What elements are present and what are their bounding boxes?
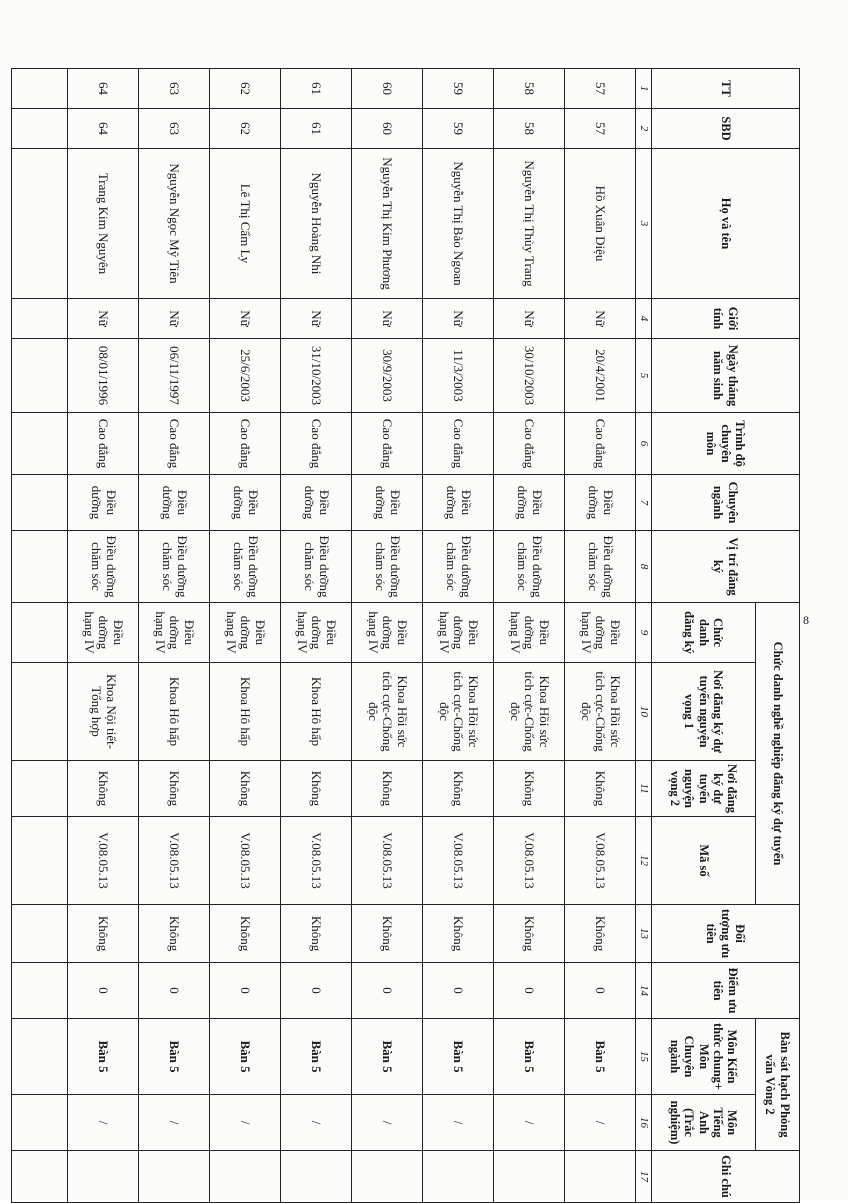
- column-number: 13: [636, 905, 652, 963]
- column-number: 5: [636, 339, 652, 413]
- cell-sbd: 58: [494, 109, 565, 149]
- header-exam-subject: Môn Kiến thức chung+ Môn Chuyên ngành: [652, 1019, 756, 1095]
- cell-tt: 57: [565, 69, 636, 109]
- cell-tt: 63: [139, 69, 210, 109]
- column-number: 9: [636, 603, 652, 663]
- cell-english: /: [494, 1095, 565, 1151]
- header-sbd: SBD: [652, 109, 800, 149]
- cell-sbd: 57: [565, 109, 636, 149]
- cell-place1: Khoa Nội tiết-Tổng hợp: [68, 663, 139, 761]
- cell-qualification: Cao đẳng: [281, 413, 352, 475]
- empty-cell: [12, 69, 68, 109]
- cell-title: Điều dưỡng hạng IV: [281, 603, 352, 663]
- cell-code: V.08.05.13: [139, 817, 210, 905]
- empty-cell: [12, 1151, 68, 1203]
- cell-dob: 30/10/2003: [494, 339, 565, 413]
- cell-place1: Khoa Hồi sức tích cực-Chống độc: [565, 663, 636, 761]
- column-number: 17: [636, 1151, 652, 1203]
- cell-gender: Nữ: [281, 299, 352, 339]
- cell-priority-object: Không: [423, 905, 494, 963]
- table-row: [210, 69, 281, 1203]
- cell-place2: Không: [210, 761, 281, 817]
- column-number: 2: [636, 109, 652, 149]
- cell-qualification: Cao đẳng: [423, 413, 494, 475]
- cell-tt: 60: [352, 69, 423, 109]
- empty-cell: [12, 963, 68, 1019]
- header-dob: Ngày tháng năm sinh: [652, 339, 800, 413]
- cell-note: [281, 1151, 352, 1203]
- cell-english: /: [68, 1095, 139, 1151]
- empty-cell: [12, 149, 68, 299]
- table-row: [68, 69, 139, 1203]
- cell-qualification: Cao đẳng: [352, 413, 423, 475]
- cell-gender: Nữ: [352, 299, 423, 339]
- cell-position: Điều dưỡng chăm sóc: [352, 531, 423, 603]
- cell-note: [352, 1151, 423, 1203]
- column-number: 12: [636, 817, 652, 905]
- column-number: 14: [636, 963, 652, 1019]
- cell-place1: Khoa Hồi sức tích cực-Chống độc: [494, 663, 565, 761]
- header-english: Môn Tiếng Anh (Trắc nghiệm): [652, 1095, 756, 1151]
- column-number: 11: [636, 761, 652, 817]
- header-major: Chuyên ngành: [652, 475, 800, 531]
- cell-title: Điều dưỡng hạng IV: [68, 603, 139, 663]
- cell-dob: 31/10/2003: [281, 339, 352, 413]
- empty-cell: [12, 663, 68, 761]
- cell-place1: Khoa Hô hấp: [210, 663, 281, 761]
- cell-tt: 64: [68, 69, 139, 109]
- cell-dob: 20/4/2001: [565, 339, 636, 413]
- cell-qualification: Cao đẳng: [565, 413, 636, 475]
- column-number: 16: [636, 1095, 652, 1151]
- cell-place2: Không: [281, 761, 352, 817]
- column-number: 10: [636, 663, 652, 761]
- header-tt: TT: [652, 69, 800, 109]
- column-number: 8: [636, 531, 652, 603]
- cell-title: Điều dưỡng hạng IV: [139, 603, 210, 663]
- cell-position: Điều dưỡng chăm sóc: [565, 531, 636, 603]
- cell-dob: 25/6/2003: [210, 339, 281, 413]
- empty-cell: [12, 475, 68, 531]
- cell-position: Điều dưỡng chăm sóc: [139, 531, 210, 603]
- cell-qualification: Cao đẳng: [68, 413, 139, 475]
- cell-title: Điều dưỡng hạng IV: [565, 603, 636, 663]
- cell-priority-points: 0: [423, 963, 494, 1019]
- cell-major: Điều dưỡng: [352, 475, 423, 531]
- cell-sbd: 60: [352, 109, 423, 149]
- table-row: [139, 69, 210, 1203]
- cell-place1: Khoa Hồi sức tích cực-Chống độc: [352, 663, 423, 761]
- cell-code: V.08.05.13: [423, 817, 494, 905]
- cell-priority-points: 0: [565, 963, 636, 1019]
- cell-position: Điều dưỡng chăm sóc: [494, 531, 565, 603]
- cell-title: Điều dưỡng hạng IV: [352, 603, 423, 663]
- header-priority-object: Đối tượng ưu tiên: [652, 905, 800, 963]
- cell-priority-points: 0: [494, 963, 565, 1019]
- empty-cell: [12, 299, 68, 339]
- cell-position: Điều dưỡng chăm sóc: [423, 531, 494, 603]
- empty-cell: [12, 603, 68, 663]
- cell-english: /: [139, 1095, 210, 1151]
- cell-name: Nguyễn Thị Kim Phương: [352, 149, 423, 299]
- cell-title: Điều dưỡng hạng IV: [494, 603, 565, 663]
- header-exam-group: Bàn sát hạch Phỏng vấn Vòng 2: [756, 1019, 800, 1151]
- cell-place2: Không: [352, 761, 423, 817]
- cell-major: Điều dưỡng: [423, 475, 494, 531]
- cell-priority-object: Không: [68, 905, 139, 963]
- cell-position: Điều dưỡng chăm sóc: [210, 531, 281, 603]
- cell-qualification: Cao đẳng: [210, 413, 281, 475]
- cell-gender: Nữ: [210, 299, 281, 339]
- cell-name: Trang Kim Nguyên: [68, 149, 139, 299]
- cell-name: Nguyễn Thị Bảo Ngoan: [423, 149, 494, 299]
- cell-priority-object: Không: [281, 905, 352, 963]
- cell-sbd: 61: [281, 109, 352, 149]
- cell-qualification: Cao đẳng: [494, 413, 565, 475]
- cell-title: Điều dưỡng hạng IV: [423, 603, 494, 663]
- cell-priority-object: Không: [565, 905, 636, 963]
- cell-sbd: 64: [68, 109, 139, 149]
- table-row: [281, 69, 352, 1203]
- cell-exam: Bàn 5: [210, 1019, 281, 1095]
- cell-tt: 62: [210, 69, 281, 109]
- cell-english: /: [352, 1095, 423, 1151]
- cell-title: Điều dưỡng hạng IV: [210, 603, 281, 663]
- table-row: [494, 69, 565, 1203]
- table-row: [352, 69, 423, 1203]
- cell-major: Điều dưỡng: [565, 475, 636, 531]
- header-place2: Nơi đăng ký dự tuyển nguyện vọng 2: [652, 761, 756, 817]
- cell-place1: Khoa Hô hấp: [139, 663, 210, 761]
- header-code: Mã số: [652, 817, 756, 905]
- cell-code: V.08.05.13: [494, 817, 565, 905]
- cell-gender: Nữ: [423, 299, 494, 339]
- header-qualification: Trình độ chuyên môn: [652, 413, 800, 475]
- column-number: 1: [636, 69, 652, 109]
- cell-priority-object: Không: [210, 905, 281, 963]
- cell-position: Điều dưỡng chăm sóc: [281, 531, 352, 603]
- empty-cell: [12, 413, 68, 475]
- cell-exam: Bàn 5: [494, 1019, 565, 1095]
- empty-cell: [12, 531, 68, 603]
- cell-place2: Không: [139, 761, 210, 817]
- cell-place2: Không: [68, 761, 139, 817]
- cell-major: Điều dưỡng: [494, 475, 565, 531]
- cell-exam: Bàn 5: [281, 1019, 352, 1095]
- cell-major: Điều dưỡng: [281, 475, 352, 531]
- cell-code: V.08.05.13: [352, 817, 423, 905]
- cell-note: [210, 1151, 281, 1203]
- cell-major: Điều dưỡng: [210, 475, 281, 531]
- cell-name: Nguyễn Ngọc Mỹ Tiên: [139, 149, 210, 299]
- cell-priority-object: Không: [494, 905, 565, 963]
- cell-priority-points: 0: [210, 963, 281, 1019]
- candidate-table: [11, 68, 800, 1203]
- cell-exam: Bàn 5: [139, 1019, 210, 1095]
- cell-note: [565, 1151, 636, 1203]
- cell-dob: 06/11/1997: [139, 339, 210, 413]
- empty-cell: [12, 761, 68, 817]
- cell-note: [494, 1151, 565, 1203]
- cell-priority-points: 0: [68, 963, 139, 1019]
- rotated-table-wrapper: [80, 68, 800, 1198]
- table-row: [565, 69, 636, 1203]
- column-number: 15: [636, 1019, 652, 1095]
- page-number: 8: [803, 613, 809, 627]
- cell-sbd: 63: [139, 109, 210, 149]
- header-group-title: Chức danh nghề nghiệp đăng ký dự tuyển: [756, 603, 800, 905]
- header-position: Vị trí đăng ký: [652, 531, 800, 603]
- header-priority-points: Điểm ưu tiên: [652, 963, 800, 1019]
- cell-exam: Bàn 5: [423, 1019, 494, 1095]
- cell-place2: Không: [423, 761, 494, 817]
- cell-tt: 58: [494, 69, 565, 109]
- cell-exam: Bàn 5: [352, 1019, 423, 1095]
- table-row: [423, 69, 494, 1203]
- cell-exam: Bàn 5: [565, 1019, 636, 1095]
- cell-gender: Nữ: [494, 299, 565, 339]
- cell-priority-points: 0: [281, 963, 352, 1019]
- cell-tt: 59: [423, 69, 494, 109]
- cell-gender: Nữ: [68, 299, 139, 339]
- cell-major: Điều dưỡng: [139, 475, 210, 531]
- cell-name: Hồ Xuân Diệu: [565, 149, 636, 299]
- cell-note: [423, 1151, 494, 1203]
- header-place1: Nơi đăng ký dự tuyển nguyện vọng 1: [652, 663, 756, 761]
- cell-code: V.08.05.13: [210, 817, 281, 905]
- cell-place1: Khoa Hô hấp: [281, 663, 352, 761]
- header-gender: Giới tính: [652, 299, 800, 339]
- empty-cell: [12, 1019, 68, 1095]
- cell-dob: 30/9/2003: [352, 339, 423, 413]
- cell-english: /: [423, 1095, 494, 1151]
- cell-name: Lê Thị Cẩm Ly: [210, 149, 281, 299]
- column-number: 6: [636, 413, 652, 475]
- cell-qualification: Cao đẳng: [139, 413, 210, 475]
- cell-gender: Nữ: [139, 299, 210, 339]
- cell-note: [68, 1151, 139, 1203]
- cell-note: [139, 1151, 210, 1203]
- cell-code: V.08.05.13: [281, 817, 352, 905]
- header-note: Ghi chú: [652, 1151, 800, 1203]
- empty-cell: [12, 339, 68, 413]
- cell-code: V.08.05.13: [565, 817, 636, 905]
- column-number: 7: [636, 475, 652, 531]
- header-title: Chức danh đăng ký: [652, 603, 756, 663]
- cell-priority-object: Không: [352, 905, 423, 963]
- column-number-row: [636, 69, 652, 1203]
- cell-name: Nguyễn Thị Thùy Trang: [494, 149, 565, 299]
- cell-place1: Khoa Hồi sức tích cực-Chống độc: [423, 663, 494, 761]
- empty-cell: [12, 905, 68, 963]
- empty-cell: [12, 1095, 68, 1151]
- cell-place2: Không: [494, 761, 565, 817]
- cell-english: /: [565, 1095, 636, 1151]
- empty-cell: [12, 109, 68, 149]
- cell-dob: 11/3/2003: [423, 339, 494, 413]
- cell-major: Điều dưỡng: [68, 475, 139, 531]
- cell-tt: 61: [281, 69, 352, 109]
- cell-name: Nguyễn Hoàng Nhi: [281, 149, 352, 299]
- cell-position: Điều dưỡng chăm sóc: [68, 531, 139, 603]
- cell-gender: Nữ: [565, 299, 636, 339]
- header-name: Họ và tên: [652, 149, 800, 299]
- empty-table-row: [12, 69, 68, 1203]
- cell-dob: 08/01/1996: [68, 339, 139, 413]
- cell-english: /: [210, 1095, 281, 1151]
- cell-priority-points: 0: [352, 963, 423, 1019]
- cell-sbd: 59: [423, 109, 494, 149]
- cell-exam: Bàn 5: [68, 1019, 139, 1095]
- cell-priority-object: Không: [139, 905, 210, 963]
- cell-sbd: 62: [210, 109, 281, 149]
- cell-code: V.08.05.13: [68, 817, 139, 905]
- empty-cell: [12, 817, 68, 905]
- column-number: 4: [636, 299, 652, 339]
- cell-english: /: [281, 1095, 352, 1151]
- cell-place2: Không: [565, 761, 636, 817]
- column-number: 3: [636, 149, 652, 299]
- cell-priority-points: 0: [139, 963, 210, 1019]
